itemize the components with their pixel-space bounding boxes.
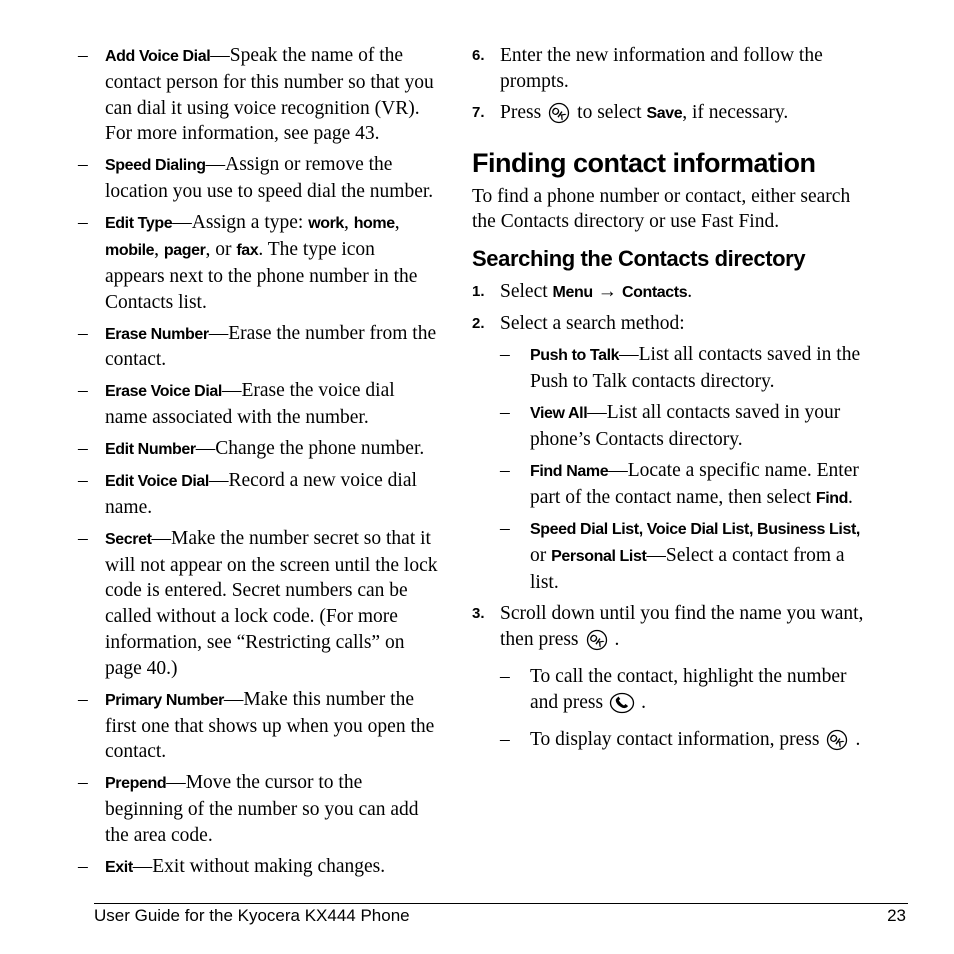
description: —Assign or remove the location you use to speed dial the number. (105, 154, 434, 203)
term: Speed Dialing (105, 157, 206, 175)
list-item (78, 43, 438, 147)
description: —Record a new voice dial name. (105, 470, 417, 518)
step-text: Select (500, 281, 553, 303)
dash: – (500, 344, 510, 366)
dash: – (500, 401, 510, 423)
term: Add Voice Dial (105, 48, 211, 65)
dash: – (78, 212, 88, 234)
sub-item (500, 727, 872, 759)
term: Erase Number (105, 325, 209, 343)
dash: – (500, 518, 510, 540)
dash: – (78, 380, 88, 402)
step-number: 1. (472, 283, 485, 301)
intro-paragraph: To find a phone number or contact, either search the Contacts directory or use Fast Find. (472, 185, 851, 233)
step-number: 7. (472, 103, 485, 121)
description: —Assign a type: (172, 212, 309, 234)
sub-item (500, 342, 872, 395)
dash: – (78, 772, 88, 794)
dash: – (78, 470, 88, 492)
term: Secret (105, 530, 152, 548)
step-text: . (687, 281, 693, 303)
dash: – (78, 438, 88, 460)
step-text: . (614, 628, 620, 650)
ok-key-icon (547, 102, 571, 132)
list-item (78, 210, 438, 315)
subsection-heading: Searching the Contacts directory (472, 246, 806, 272)
term: Erase Voice Dial (105, 383, 222, 401)
list-item (78, 468, 438, 521)
dash: – (78, 855, 88, 877)
step-text: Enter the new information and follow the prompts. (500, 45, 823, 92)
term: Edit Type (105, 215, 173, 233)
separator: , (343, 212, 354, 234)
description: —Change the phone number. (195, 438, 425, 460)
dash: – (78, 322, 88, 344)
description: . (641, 691, 646, 713)
description: —Make the number secret so that it will not appear on the screen until the lock code is entered. Secret numbers can be called without a lock code. (For more information, see “Restricting calls” on page 40.) (105, 527, 438, 679)
svg-text:OK: OK (827, 732, 846, 750)
description: —Move the cursor to the beginning of the number so you can add the area code. (105, 772, 419, 846)
description: or (530, 545, 552, 567)
term: Find Name (530, 462, 609, 480)
type-pager: pager (163, 241, 206, 259)
list-item (78, 770, 438, 848)
list-item (78, 687, 438, 765)
sub-item (500, 516, 872, 595)
term: View All (530, 404, 588, 422)
term: Edit Number (105, 441, 196, 459)
description: —Locate a specific name. Enter part of the contact name, then select (530, 459, 859, 508)
section-heading: Finding contact information (472, 147, 816, 178)
sub-item (500, 458, 872, 512)
step-text: Select a search method: (500, 313, 685, 335)
description: —Make this number the first one that shows up when you open the contact. (105, 688, 435, 763)
step-text: , if necessary. (682, 101, 789, 123)
left-column (78, 43, 438, 886)
term: Speed Dial List, Voice Dial List, Business List, (530, 521, 860, 539)
dash: – (500, 665, 510, 687)
step-number: 2. (472, 315, 485, 333)
footer-title: User Guide for the Kyocera KX444 Phone (94, 906, 410, 925)
list-item (78, 321, 438, 374)
list-item (78, 526, 438, 682)
step-6 (472, 43, 872, 95)
contacts-key: Contacts (621, 284, 688, 302)
ok-key-icon (825, 729, 849, 759)
send-key-icon (609, 692, 635, 722)
dash: – (78, 154, 88, 176)
separator: , (154, 238, 164, 260)
term: Primary Number (105, 691, 224, 709)
dash: – (78, 688, 88, 710)
description: . (848, 486, 853, 508)
footer-divider (94, 903, 908, 904)
description: . The type icon appears next to the phone number in the Contacts list. (105, 238, 418, 313)
step-3 (472, 601, 872, 659)
description: —List all contacts saved in the Push to Talk contacts directory. (530, 344, 861, 392)
sub-item (500, 664, 872, 722)
term: Exit (105, 858, 133, 876)
description: —Speak the name of the contact person for this number so that you can dial it using voice recognition (VR). For more information, see page 43. (105, 45, 434, 145)
dash: – (500, 728, 510, 750)
term: Push to Talk (530, 347, 620, 365)
list-item (78, 854, 438, 881)
svg-text:OK: OK (586, 632, 605, 650)
list-item (78, 152, 438, 205)
description: To display contact information, press (530, 728, 820, 750)
menu-key: Menu (552, 284, 593, 302)
dash: – (500, 459, 510, 481)
sub-item (500, 400, 872, 453)
term: Edit Voice Dial (105, 473, 209, 491)
type-mobile: mobile (105, 241, 155, 259)
svg-text:OK: OK (549, 105, 568, 123)
description: To call the contact, highlight the number and press (530, 665, 847, 713)
description: —List all contacts saved in your phone’s Contacts directory. (530, 401, 841, 450)
separator: , or (205, 238, 237, 260)
right-column (472, 43, 872, 764)
list-item (78, 436, 438, 463)
save-key: Save (646, 104, 683, 122)
ok-key-icon (585, 629, 609, 659)
type-fax: fax (236, 241, 259, 259)
step-1 (472, 279, 872, 306)
separator: , (394, 212, 400, 234)
description: —Select a contact from a list. (530, 545, 845, 594)
dash: – (78, 45, 88, 66)
arrow: → (592, 281, 622, 303)
step-7 (472, 100, 872, 132)
step-2 (472, 311, 872, 337)
description: —Erase the voice dial name associated with the number. (105, 380, 395, 429)
step-number: 6. (472, 47, 485, 64)
description: —Exit without making changes. (132, 855, 386, 877)
description: —Erase the number from the contact. (105, 322, 437, 371)
description: . (855, 728, 861, 750)
step-text: Scroll down until you find the name you want, then press (500, 603, 864, 650)
find-key: Find (815, 489, 849, 507)
type-work: work (308, 215, 344, 233)
dash: – (78, 527, 88, 549)
term: Personal List (551, 548, 647, 566)
type-home: home (353, 215, 395, 233)
step-number: 3. (472, 605, 485, 623)
list-item (78, 378, 438, 431)
page-number: 23 (887, 906, 906, 925)
term: Prepend (105, 775, 167, 793)
step-text: to select (577, 101, 647, 123)
step-text: Press (500, 101, 542, 123)
